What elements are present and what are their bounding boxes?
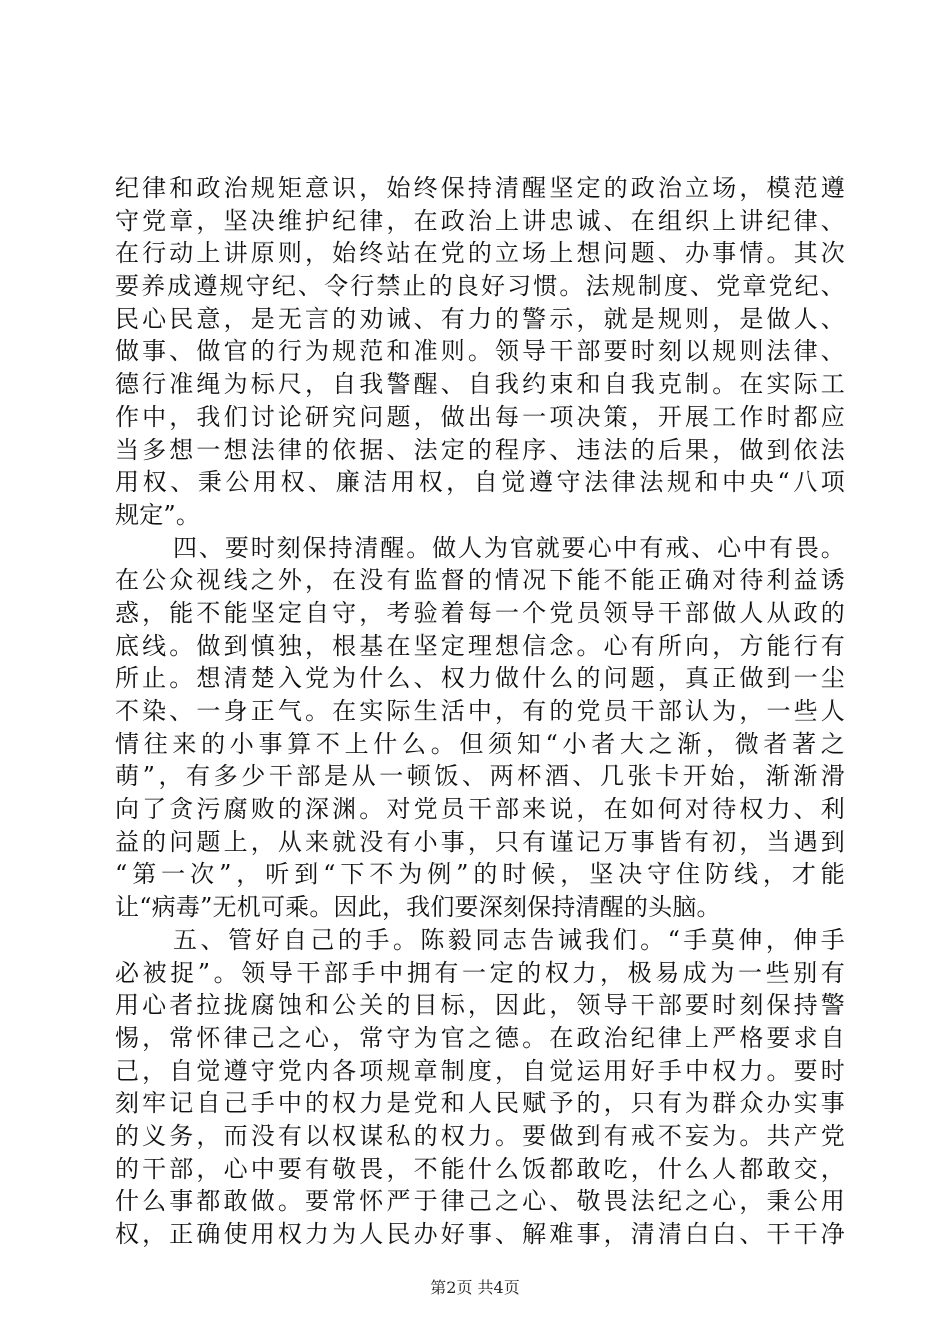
text-line: 己，自觉遵守党内各项规章制度，自觉运用好手中权力。要时: [115, 1056, 845, 1085]
text-line: 必被捉”。领导干部手中拥有一定的权力，极易成为一些别有: [115, 958, 845, 987]
text-line: 权，正确使用权力为人民办好事、解难事，清清白白、干干净: [115, 1220, 845, 1248]
text-line: 底线。做到慎独，根基在坚定理想信念。心有所向，方能行有: [115, 631, 845, 660]
text-line: 萌”，有多少干部是从一顿饭、两杯酒、几张卡开始，渐渐滑: [115, 762, 845, 791]
text-line: “第一次”，听到“下不为例”的时候，坚决守住防线，才能: [115, 860, 845, 889]
text-line: 当多想一想法律的依据、法定的程序、违法的后果，做到依法: [115, 435, 845, 464]
document-body: [115, 172, 845, 1251]
text-line: 要养成遵规守纪、令行禁止的良好习惯。法规制度、党章党纪、: [115, 272, 845, 301]
text-line: 规定”。: [115, 500, 201, 529]
text-line: 情往来的小事算不上什么。但须知“小者大之渐，微者著之: [115, 729, 845, 758]
text-line: 让“病毒”无机可乘。因此，我们要深刻保持清醒的头脑。: [115, 893, 721, 922]
text-line: 惑，能不能坚定自守，考验着每一个党员领导干部做人从政的: [115, 598, 845, 627]
text-line: 民心民意，是无言的劝诫、有力的警示，就是规则，是做人、: [115, 304, 845, 333]
text-line: 所止。想清楚入党为什么、权力做什么的问题，真正做到一尘: [115, 664, 845, 693]
text-line: 向了贪污腐败的深渊。对党员干部来说，在如何对待权力、利: [115, 795, 845, 824]
text-line: 用权、秉公用权、廉洁用权，自觉遵守法律法规和中央“八项: [115, 468, 845, 497]
text-line: 德行准绳为标尺，自我警醒、自我约束和自我克制。在实际工: [115, 370, 845, 399]
text-line: 的干部，心中要有敬畏，不能什么饭都敢吃，什么人都敢交，: [115, 1154, 845, 1183]
text-line: 不染、一身正气。在实际生活中，有的党员干部认为，一些人: [115, 697, 845, 725]
text-line: 用心者拉拢腐蚀和公关的目标，因此，领导干部要时刻保持警: [115, 991, 845, 1020]
text-line: 益的问题上，从来就没有小事，只有谨记万事皆有初，当遇到: [115, 827, 845, 856]
text-line: 在公众视线之外，在没有监督的情况下能不能正确对待利益诱: [115, 566, 845, 595]
text-line: 什么事都敢做。要常怀严于律己之心、敬畏法纪之心，秉公用: [115, 1187, 845, 1216]
text-line: 刻牢记自己手中的权力是党和人民赋予的，只有为群众办实事: [115, 1089, 845, 1118]
text-line: 纪律和政治规矩意识，始终保持清醒坚定的政治立场，模范遵: [115, 174, 845, 202]
page-number-footer: 第2页 共4页: [430, 1278, 520, 1297]
paragraph-heading-line: 五、管好自己的手。陈毅同志告诫我们。“手莫伸，伸手: [173, 925, 845, 954]
paragraph-heading-line: 四、要时刻保持清醒。做人为官就要心中有戒、心中有畏。: [173, 533, 845, 562]
text-line: 作中，我们讨论研究问题，做出每一项决策，开展工作时都应: [115, 402, 845, 431]
text-line: 惕，常怀律己之心，常守为官之德。在政治纪律上严格要求自: [115, 1023, 845, 1052]
text-line: 守党章，坚决维护纪律，在政治上讲忠诚、在组织上讲纪律、: [115, 206, 845, 235]
text-line: 做事、做官的行为规范和准则。领导干部要时刻以规则法律、: [115, 337, 845, 366]
text-line: 在行动上讲原则，始终站在党的立场上想问题、办事情。其次: [115, 239, 845, 268]
text-line: 的义务，而没有以权谋私的权力。要做到有戒不妄为。共产党: [115, 1121, 845, 1150]
